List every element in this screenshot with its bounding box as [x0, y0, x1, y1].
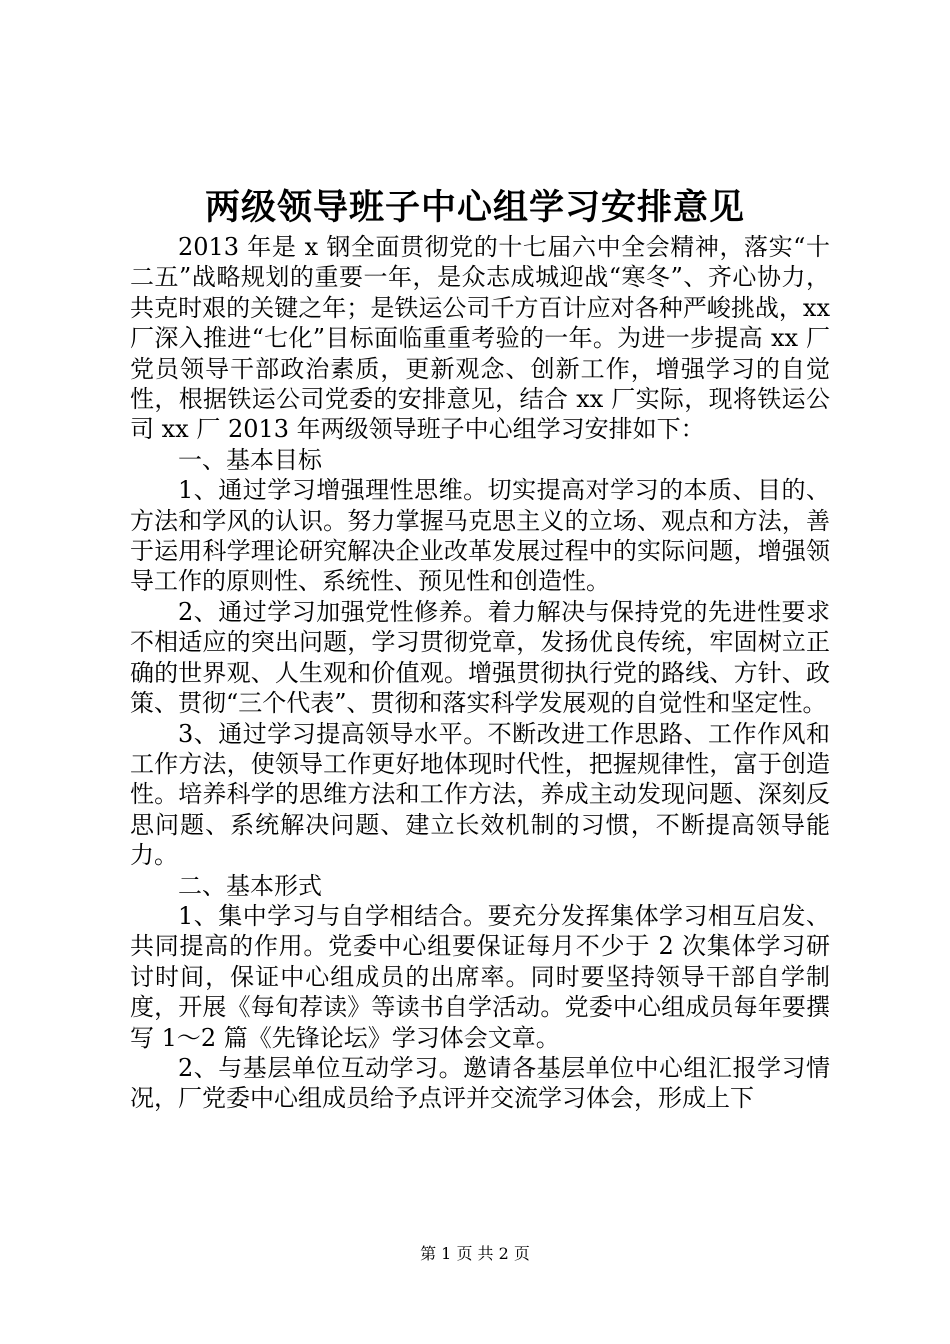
- form-paragraph-1: 1、集中学习与自学相结合。要充分发挥集体学习相互启发、共同提高的作用。党委中心组要保证每月不少于 2 次集体学习研讨时间，保证中心组成员的出席率。同时要坚持领导干部自学制度，开展《每旬荐读》等读书自学活动。党委中心组成员每年要撰写 1～2 篇《先锋论坛》学习体会文章。: [130, 901, 830, 1052]
- section-heading-forms: 二、基本形式: [178, 871, 322, 900]
- goal-paragraph-2: 2、通过学习加强党性修养。着力解决与保持党的先进性要求不相适应的突出问题，学习贯彻党章，发扬优良传统，牢固树立正确的世界观、人生观和价值观。增强贯彻执行党的路线、方针、政策、贯彻“三个代表”、贯彻和落实科学发展观的自觉性和坚定性。: [130, 597, 830, 718]
- form-paragraph-2: 2、与基层单位互动学习。邀请各基层单位中心组汇报学习情况，厂党委中心组成员给予点评并交流学习体会，形成上下: [130, 1053, 830, 1113]
- goal-paragraph-3: 3、通过学习提高领导水平。不断改进工作思路、工作作风和工作方法，使领导工作更好地体现时代性，把握规律性，富于创造性。培养科学的思维方法和工作方法，养成主动发现问题、深刻反思问题、系统解决问题、建立长效机制的习惯，不断提高领导能力。: [130, 719, 830, 870]
- document-body: [130, 232, 830, 1114]
- section-heading-goals: 一、基本目标: [178, 445, 322, 474]
- goal-paragraph-1: 1、通过学习增强理性思维。切实提高对学习的本质、目的、方法和学风的认识。努力掌握马克思主义的立场、观点和方法，善于运用科学理论研究解决企业改革发展过程中的实际问题，增强领导工作的原则性、系统性、预见性和创造性。: [130, 476, 830, 596]
- page-footer: 第 1 页 共 2 页: [420, 1244, 530, 1263]
- document-title: 两级领导班子中心组学习安排意见: [204, 188, 745, 228]
- intro-paragraph: 2013 年是 x 钢全面贯彻党的十七届六中全会精神，落实“十二五”战略规划的重要一年，是众志成城迎战“寒冬”、齐心协力，共克时艰的关键之年；是铁运公司千方百计应对各种严峻挑战，xx 厂深入推进“七化”目标面临重重考验的一年。为进一步提高 xx 厂党员领导干部政治素质，更新观念、创新工作，增强学习的自觉性，根据铁运公司党委的安排意见，结合 xx 厂实际，现将铁运公司 xx 厂 2013 年两级领导班子中心组学习安排如下：: [130, 233, 830, 444]
